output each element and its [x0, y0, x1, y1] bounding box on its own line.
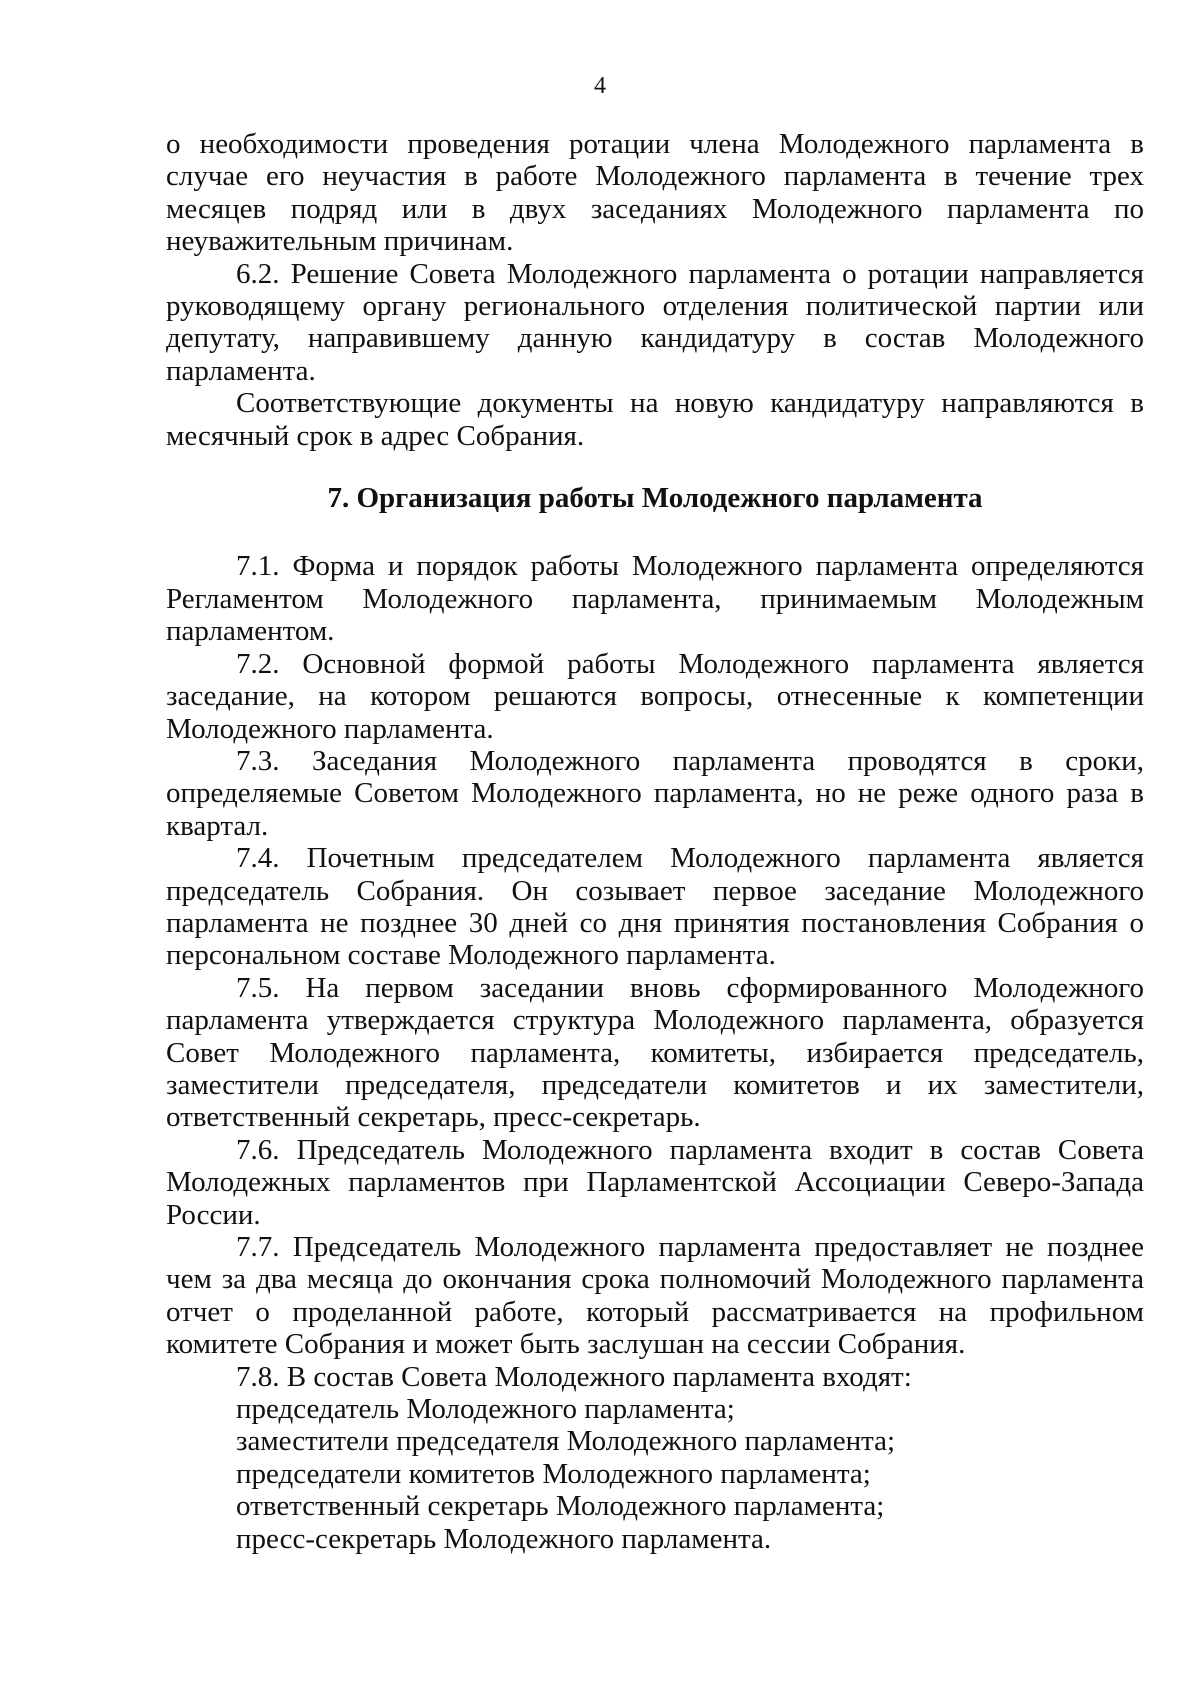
list-item: заместители председателя Молодежного парламента;: [236, 1425, 896, 1458]
council-member-list: [166, 1393, 1144, 1555]
paragraph-6-2: 6.2. Решение Совета Молодежного парламента о ротации направляется руководящему органу регионального отделения политической партии или депутату, направившему данную кандидатуру в состав Молодежного парламента.: [166, 257, 1144, 387]
list-item: председатель Молодежного парламента;: [236, 1393, 735, 1426]
paragraph-documents: Соответствующие документы на новую кандидатуру направляются в месячный срок в адрес Собрания.: [166, 387, 1144, 452]
clause-7-8: 7.8. В состав Совета Молодежного парламента входят:: [236, 1360, 912, 1393]
document-body: [166, 128, 1144, 1555]
clause-7-6: 7.6. Председатель Молодежного парламента входит в состав Совета Молодежных парламентов при Парламентской Ассоциации Северо-Запада России.: [166, 1133, 1144, 1231]
paragraph-rotation-continued: о необходимости проведения ротации члена Молодежного парламента в случае его неучастия в работе Молодежного парламента в течение трех месяцев подряд или в двух заседаниях Молодежного парламента по неуважительным причинам.: [166, 128, 1144, 258]
list-item: ответственный секретарь Молодежного парламента;: [236, 1490, 885, 1523]
section-heading: 7. Организация работы Молодежного парламента: [327, 482, 983, 515]
clause-7-5: 7.5. На первом заседании вновь сформированного Молодежного парламента утверждается структура Молодежного парламента, образуется Совет Молодежного парламента, комитеты, избирается председатель, заместители председателя, председатели комитетов и их заместители, ответственный секретарь, пресс-секретарь.: [166, 971, 1144, 1134]
list-item: председатели комитетов Молодежного парламента;: [236, 1457, 871, 1490]
clause-7-1: 7.1. Форма и порядок работы Молодежного парламента определяются Регламентом Молодежного парламента, принимаемым Молодежным парламентом.: [166, 550, 1144, 648]
clause-7-7: 7.7. Председатель Молодежного парламента предоставляет не позднее чем за два месяца до окончания срока полномочий Молодежного парламента отчет о проделанной работе, который рассматривается на профильном комитете Собрания и может быть заслушан на сессии Собрания.: [166, 1231, 1144, 1361]
clause-7-2: 7.2. Основной формой работы Молодежного парламента является заседание, на котором решаются вопросы, отнесенные к компетенции Молодежного парламента.: [166, 647, 1144, 745]
clause-7-4: 7.4. Почетным председателем Молодежного парламента является председатель Собрания. Он созывает первое заседание Молодежного парламента не позднее 30 дней со дня принятия постановления Собрания о персональном составе Молодежного парламента.: [166, 842, 1144, 972]
clause-7-3: 7.3. Заседания Молодежного парламента проводятся в сроки, определяемые Советом Молодежного парламента, но не реже одного раза в квартал.: [166, 744, 1144, 842]
page-number: 4: [594, 73, 606, 99]
list-item: пресс-секретарь Молодежного парламента.: [236, 1522, 772, 1555]
